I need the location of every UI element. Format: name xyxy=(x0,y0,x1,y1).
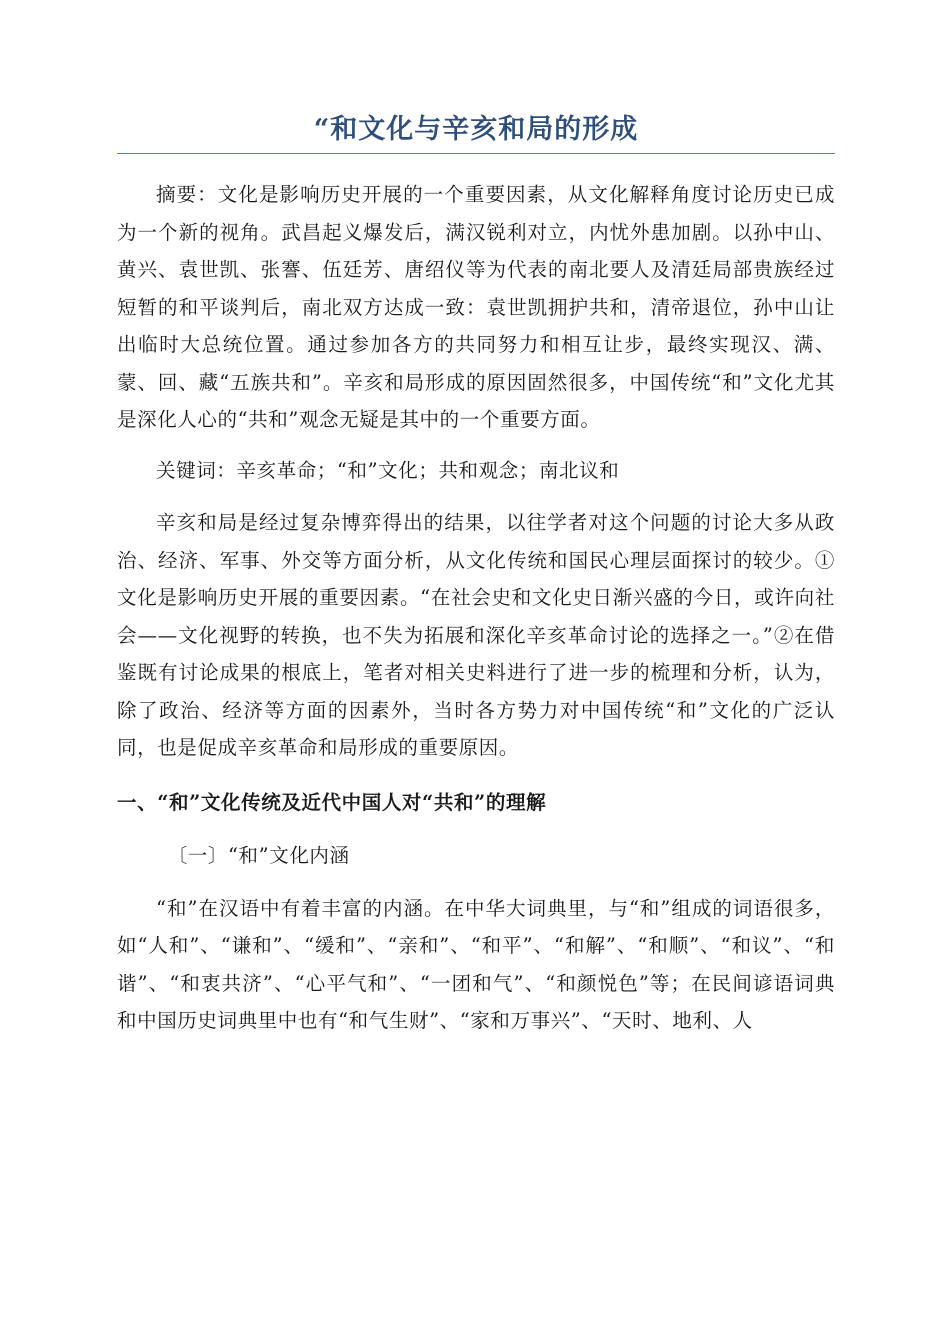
subsection-heading: 〔一〕“和”文化内涵 xyxy=(167,844,350,867)
document-title: “和文化与辛亥和局的形成 xyxy=(117,110,835,154)
intro-paragraph: 辛亥和局是经过复杂博弈得出的结果，以往学者对这个问题的讨论大多从政治、经济、军事、外交等方面分析，从文化传统和国民心理层面探讨的较少。①文化是影响历史开展的重要因素。“在社会史和文化史日渐兴盛的今日，或许向社会——文化视野的转换，也不失为拓展和深化辛亥革命讨论的选择之一。”②在借鉴既有讨论成果的根底上，笔者对相关史料进行了进一步的梳理和分析，认为，除了政治、经济等方面的因素外，当时各方势力对中国传统“和”文化的广泛认同，也是促成辛亥革命和局形成的重要原因。 xyxy=(117,511,835,759)
document-page xyxy=(117,110,835,1040)
section-heading: 一、“和”文化传统及近代中国人对“共和”的理解 xyxy=(117,790,547,814)
section-paragraph: “和”在汉语中有着丰富的内涵。在中华大词典里，与“和”组成的词语很多，如“人和”、“谦和”、“缓和”、“亲和”、“和平”、“和解”、“和顺”、“和议”、“和谐”、“和衷共济”、“心平气和”、“一团和气”、“和颜悦色”等；在民间谚语词典和中国历史词典里中也有“和气生财”、“家和万事兴”、“天时、地利、人 xyxy=(117,896,835,1032)
abstract-paragraph: 摘要：文化是影响历史开展的一个重要因素，从文化解释角度讨论历史已成为一个新的视角。武昌起义爆发后，满汉锐利对立，内忧外患加剧。以孙中山、黄兴、袁世凯、张謇、伍廷芳、唐绍仪等为代表的南北要人及清廷局部贵族经过短暂的和平谈判后，南北双方达成一致：袁世凯拥护共和，清帝退位，孙中山让出临时大总统位置。通过参加各方的共同努力和相互让步，最终实现汉、满、蒙、回、藏“五族共和”。辛亥和局形成的原因固然很多，中国传统“和”文化尤其是深化人心的“共和”观念无疑是其中的一个重要方面。 xyxy=(117,183,835,431)
keywords-paragraph: 关键词：辛亥革命；“和”文化；共和观念；南北议和 xyxy=(156,458,620,482)
